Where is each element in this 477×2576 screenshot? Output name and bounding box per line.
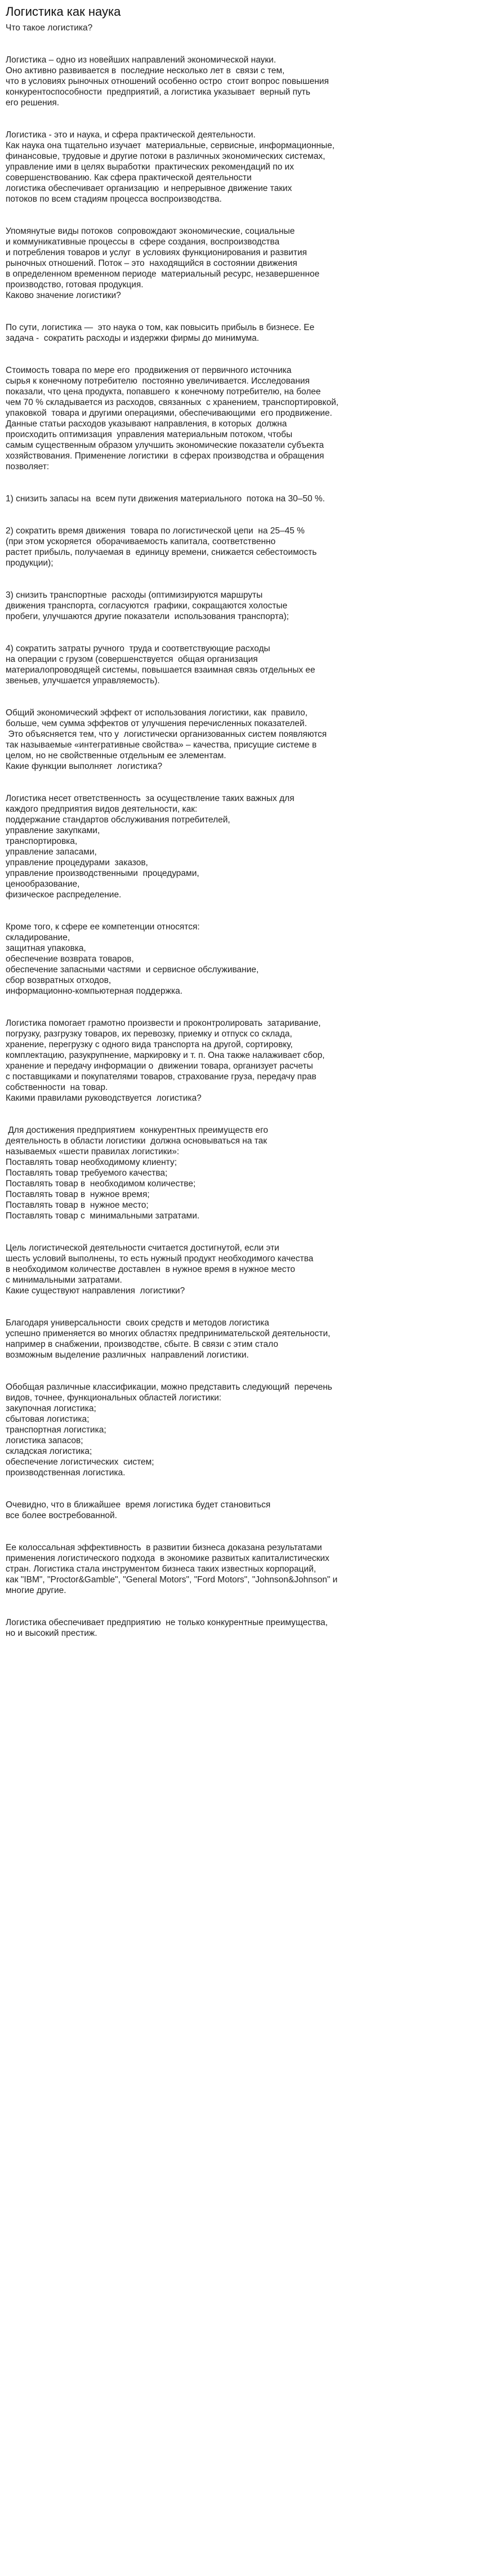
text-block: обеспечение возврата товаров, xyxy=(6,954,134,964)
blank-line xyxy=(6,1114,471,1125)
text-block: Что такое логистика? xyxy=(6,23,93,33)
blank-line xyxy=(6,1104,471,1114)
blank-line xyxy=(6,1360,471,1371)
blank-line xyxy=(6,622,471,633)
text-block: транспортировка, xyxy=(6,837,78,846)
text-block: 3) снизить транспортные расходы (оптимизируются маршруты движения транспорта, согласуются графики, сокращаются холостые пробеги, улучшаются другие показатели использования транспорта); xyxy=(6,590,289,621)
text-block: поддержание стандартов обслуживания потребителей, xyxy=(6,815,230,825)
text-block: защитная упаковка, xyxy=(6,944,86,953)
blank-line xyxy=(6,772,471,782)
text-block: Логистика обеспечивает предприятию не только конкурентные преимущества, но и высокий престиж. xyxy=(6,1618,328,1638)
text-block: Кроме того, к сфере ее компетенции относятся: xyxy=(6,922,200,932)
blank-line xyxy=(6,1371,471,1382)
text-block: информационно-компьютерная поддержка. xyxy=(6,986,182,996)
text-block: Логистика помогает грамотно произвести и проконтролировать затаривание, погрузку, разгрузку товаров, их перевозку, приемку и отпуск со склада, хранение, перегрузку с одного вида транспорта на другой, сортировку, комплектацию, разукрупнение, маркировку и т. п. Она также налаживает сбор, хранение и передачу информации о движении товара, организует расчеты с поставщиками и покупателями товаров, страхование груза, передачу прав собственности на товар. xyxy=(6,1018,325,1092)
blank-line xyxy=(6,312,471,322)
text-block: обеспечение логистических систем; xyxy=(6,1457,154,1467)
blank-line xyxy=(6,911,471,922)
text-block: обеспечение запасными частями и сервисное обслуживание, xyxy=(6,965,259,975)
text-block: 4) сократить затраты ручного труда и соответствующие расходы на операции с грузом (совершенствуется общая организация материалопроводящей системы, повышается взаимная связь отдельных ее звеньев, улучшается управляемость). xyxy=(6,644,315,686)
text-block: управление запасами, xyxy=(6,847,97,857)
text-block: Какие существуют направления логистики? xyxy=(6,1286,185,1296)
text-block: Логистика несет ответственность за осуществление таких важных для каждого предприятия видов деятельности, как: xyxy=(6,794,295,814)
blank-line xyxy=(6,1596,471,1607)
blank-line xyxy=(6,1296,471,1307)
blank-line xyxy=(6,472,471,483)
blank-line xyxy=(6,579,471,590)
blank-line xyxy=(6,996,471,1007)
blank-line xyxy=(6,301,471,312)
blank-line xyxy=(6,697,471,708)
text-block: Благодаря универсальности своих средств и методов логистика успешно применяется во многих областях предпринимательской деятельности, например в снабжении, производстве, сбыте. В связи с этим стало возможным выделение различных направлений логистики. xyxy=(6,1318,331,1360)
blank-line xyxy=(6,1489,471,1500)
text-block: По сути, логистика — это наука о том, как повысить прибыль в бизнесе. Ее задача - сократить расходы и издержки фирмы до минимума. xyxy=(6,323,315,343)
blank-line xyxy=(6,108,471,119)
blank-line xyxy=(6,204,471,215)
article-body xyxy=(6,23,471,1639)
text-block: ценообразование, xyxy=(6,879,80,889)
text-block: Поставлять товар с минимальными затратами. xyxy=(6,1211,200,1221)
text-block: управление закупками, xyxy=(6,826,100,835)
text-block: управление производственными процедурами, xyxy=(6,869,199,878)
blank-line xyxy=(6,1307,471,1318)
blank-line xyxy=(6,1232,471,1243)
text-block: Цель логистической деятельности считается достигнутой, если эти шесть условий выполнены, то есть нужный продукт необходимого качества в необходимом количестве доставлен в нужное время в нужное место с минимальными затратами. xyxy=(6,1243,314,1285)
blank-line xyxy=(6,504,471,515)
page-title: Логистика как наука xyxy=(6,5,121,19)
text-block: Стоимость товара по мере его продвижения от первичного источника сырья к конечному потребителю постоянно увеличивается. Исследования показали, что цена продукта, попавшего к конечному потребителю, на более чем 70 % складывается из расходов, связанных с хранением, транспортировкой, упаковкой товара и другими операциями, обеспечивающими его продвижение. Данные статьи расходов указывают направления, в которых должна происходить оптимизация управления материальным потоком, чтобы самым существенным образом улучшить экономические показатели субъекта хозяйствования. Применение логистики в сферах производства и обращения позволяет: xyxy=(6,366,339,471)
text-block: складирование, xyxy=(6,933,70,942)
text-block: Поставлять товар необходимому клиенту; xyxy=(6,1158,177,1167)
text-block: Очевидно, что в ближайшее время логистика будет становиться все более востребованной. xyxy=(6,1500,271,1520)
text-block: транспортная логистика; xyxy=(6,1425,106,1435)
text-block: Упомянутые виды потоков сопровождают экономические, социальные и коммуникативные процессы в сфере создания, воспроизводства и потребления товаров и услуг в условиях функционирования и развития рыночных отношений. Поток – это находящийся в состоянии движения в определенном временном периоде материальный ресурс, незавершенное производство, готовая продукция. xyxy=(6,226,320,290)
blank-line xyxy=(6,1007,471,1018)
text-block: Поставлять товар в нужное время; xyxy=(6,1190,150,1199)
text-block: Какими правилами руководствуется логистика? xyxy=(6,1093,202,1103)
blank-line xyxy=(6,354,471,365)
text-block: Поставлять товар в необходимом количестве; xyxy=(6,1179,196,1189)
blank-line xyxy=(6,1521,471,1532)
text-block: Для достижения предприятием конкурентных преимуществ его деятельность в области логистики должна основываться на так называемых «шести правилах логистики»: xyxy=(6,1125,269,1156)
blank-line xyxy=(6,900,471,911)
text-block: 1) снизить запасы на всем пути движения материального потока на 30–50 %. xyxy=(6,494,325,504)
blank-line xyxy=(6,1221,471,1232)
text-block: Обобщая различные классификации, можно представить следующий перечень видов, точнее, функциональных областей логистики: xyxy=(6,1382,332,1403)
text-block: Какие функции выполняет логистика? xyxy=(6,762,163,771)
blank-line xyxy=(6,1532,471,1542)
text-block: Общий экономический эффект от использования логистики, как правило, больше, чем сумма эффектов от улучшения перечисленных показателей. Это объясняется тем, что у логистически организованных систем появляются так называемые «интегративные свойства» – качества, присущие системе в целом, но не свойственные отдельным ее элементам. xyxy=(6,708,327,760)
text-block: производственная логистика. xyxy=(6,1468,126,1478)
text-block: Поставлять товар в нужное место; xyxy=(6,1200,149,1210)
blank-line xyxy=(6,633,471,643)
blank-line xyxy=(6,344,471,354)
blank-line xyxy=(6,782,471,793)
blank-line xyxy=(6,215,471,226)
blank-line xyxy=(6,686,471,697)
text-block: 2) сократить время движения товара по логистической цепи на 25–45 % (при этом ускоряется оборачиваемость капитала, соответственно растет прибыль, получаемая в единицу времени, снижается себестоимость продукции); xyxy=(6,526,317,568)
text-block: физическое распределение. xyxy=(6,890,122,900)
text-block: Логистика – одно из новейших направлений экономической науки. Оно активно развивается в последние несколько лет в связи с тем, что в условиях рыночных отношений особенно остро стоит вопрос повышения конкурентоспособности предприятий, а логистика указывает верный путь его решения. xyxy=(6,55,329,108)
text-block: логистика запасов; xyxy=(6,1436,83,1445)
text-block: Каково значение логистики? xyxy=(6,291,121,300)
text-block: сбор возвратных отходов, xyxy=(6,976,112,985)
blank-line xyxy=(6,515,471,526)
blank-line xyxy=(6,1478,471,1489)
text-block: закупочная логистика; xyxy=(6,1404,96,1413)
blank-line xyxy=(6,44,471,55)
blank-line xyxy=(6,483,471,493)
blank-line xyxy=(6,33,471,44)
text-block: Логистика - это и наука, и сфера практической деятельности. Как наука она тщательно изучает материальные, сервисные, информационные, финансовые, трудовые и другие потоки в различных экономических системах, управление ими в целях выработки практических рекомендаций по их совершенствованию. Как сфера практической деятельности логистика обеспечивает организацию и непрерывное движение таких потоков по всем стадиям процесса воспроизводства. xyxy=(6,130,335,204)
blank-line xyxy=(6,119,471,130)
blank-line xyxy=(6,568,471,579)
text-block: Ее колоссальная эффективность в развитии бизнеса доказана результатами применения логистического подхода в экономике развитых капиталистических стран. Логистика стала инструментом бизнеса таких известных корпораций, как "IBM", "Proctor&Gamble", "General Motors", "Ford Motors", "Johnson&Johnson" и многие другие. xyxy=(6,1543,338,1595)
text-block: складская логистика; xyxy=(6,1447,92,1456)
text-block: сбытовая логистика; xyxy=(6,1414,90,1424)
blank-line xyxy=(6,1607,471,1617)
text-block: Поставлять товар требуемого качества; xyxy=(6,1168,168,1178)
text-block: управление процедурами заказов, xyxy=(6,858,148,867)
